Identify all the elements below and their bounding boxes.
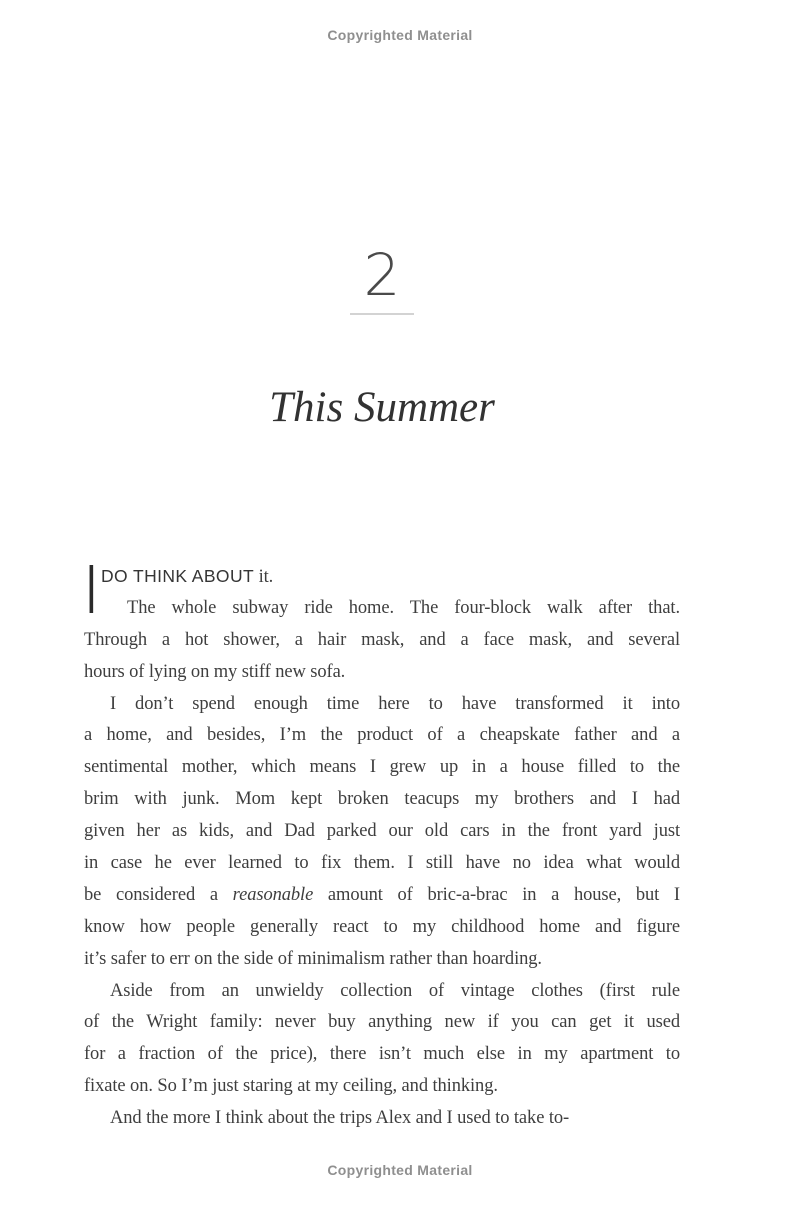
chapter-title: This Summer (269, 384, 495, 431)
body-line: And the more I think about the trips Alex and I used to take to- (110, 1108, 570, 1129)
body-line: sentimental mother, which means I grew up in a house filled to the (84, 757, 680, 778)
copyright-notice-top: Copyrighted Material (327, 27, 473, 43)
body-line: a home, and besides, I’m the product of a cheapskate father and a (84, 725, 680, 746)
line-text: be considered a (84, 884, 233, 905)
copyright-notice-bottom: Copyrighted Material (327, 1162, 473, 1178)
body-line: of the Wright family: never buy anything new if you can get it used (84, 1012, 680, 1033)
line-text: amount of bric-a-brac in a house, but I (313, 884, 680, 905)
body-line: The whole subway ride home. The four-block walk after that. (127, 597, 680, 618)
body-line: I don’t spend enough time here to have transformed it into (110, 693, 680, 714)
body-line: it’s safer to err on the side of minimalism rather than hoarding. (84, 948, 542, 969)
body-line: fixate on. So I’m just staring at my ceiling, and thinking. (84, 1076, 498, 1097)
chapter-divider-rule (350, 313, 414, 315)
body-text-block (84, 550, 680, 1135)
body-line: Through a hot shower, a hair mask, and a face mask, and several (84, 629, 680, 650)
drop-cap-letter: I (86, 550, 97, 628)
body-line-with-italic (84, 880, 680, 912)
opening-rest: it. (254, 567, 274, 587)
chapter-number: 2 (363, 241, 401, 309)
body-line: in case he ever learned to fix them. I still have no idea what would (84, 853, 680, 874)
lead-in-caps: DO THINK ABOUT (101, 566, 255, 586)
body-line: hours of lying on my stiff new sofa. (84, 661, 346, 682)
body-line: for a fraction of the price), there isn’t much else in my apartment to (84, 1044, 680, 1065)
body-line: brim with junk. Mom kept broken teacups my brothers and I had (84, 789, 680, 810)
body-line-opening (84, 561, 680, 593)
body-line: know how people generally react to my childhood home and figure (84, 916, 680, 937)
body-line: given her as kids, and Dad parked our old cars in the front yard just (84, 821, 680, 842)
italic-word: reasonable (232, 884, 314, 905)
body-line: Aside from an unwieldy collection of vintage clothes (first rule (110, 980, 680, 1001)
